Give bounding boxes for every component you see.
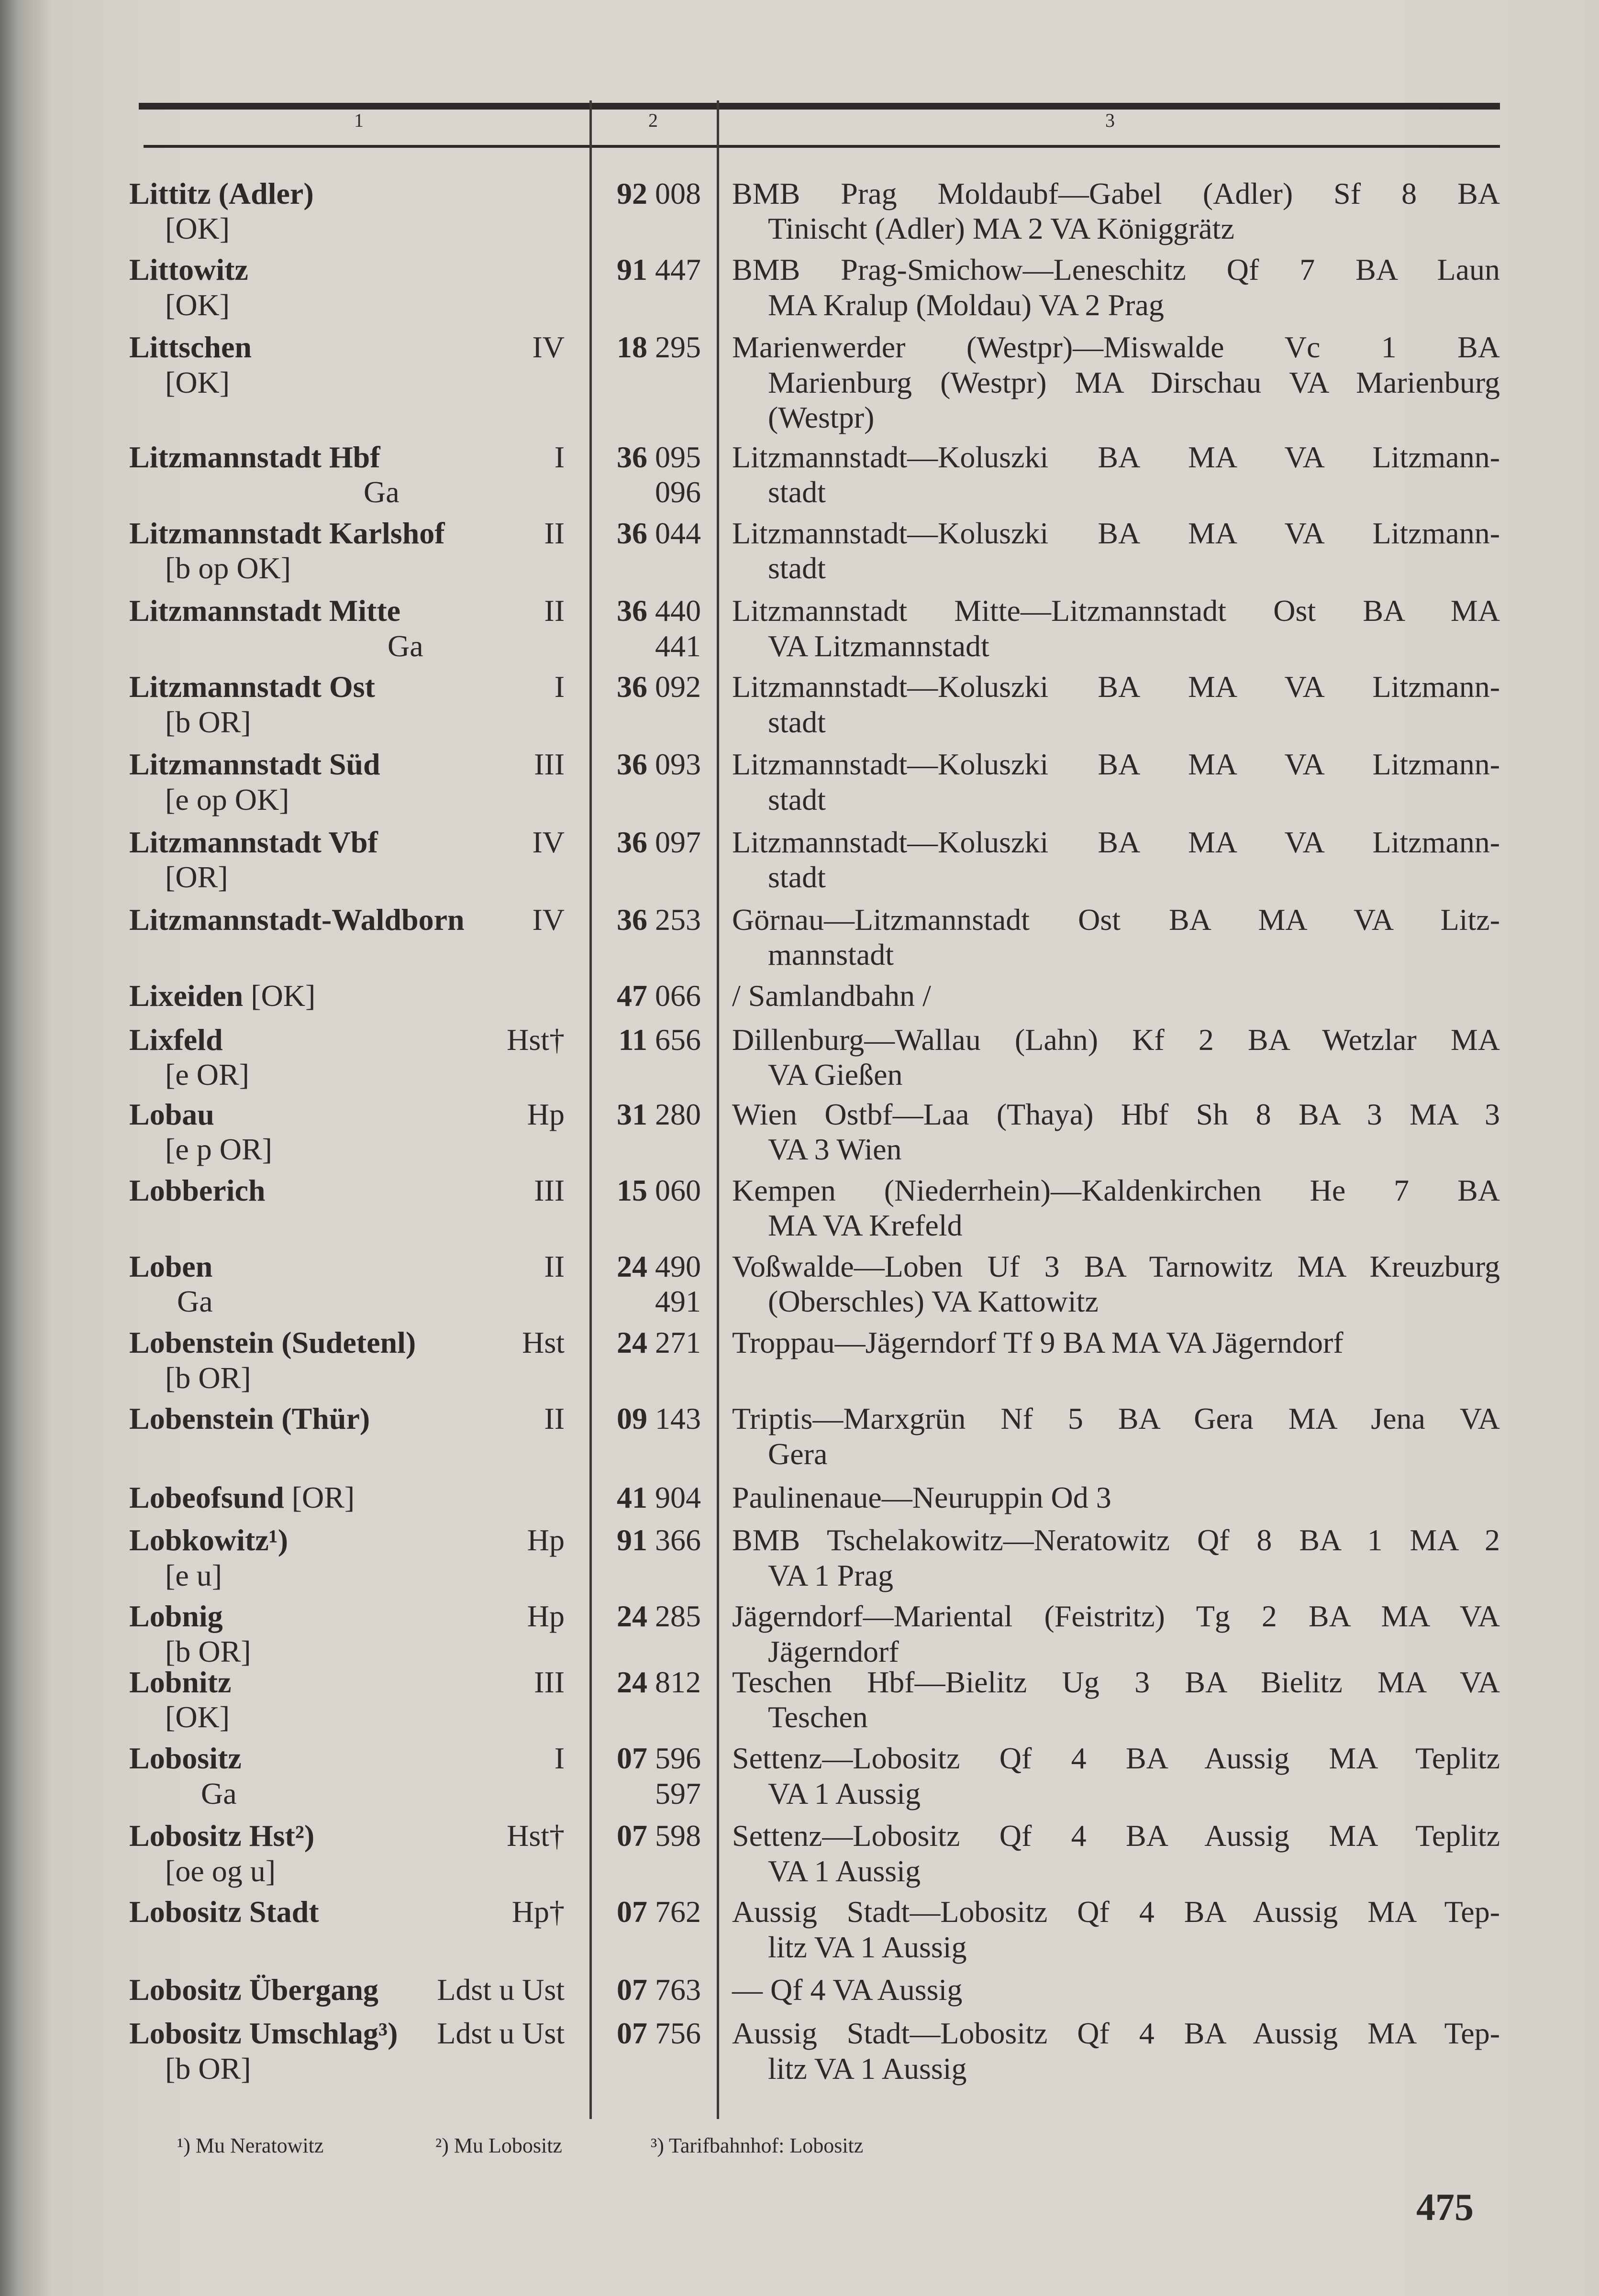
number-suffix: 295 bbox=[655, 330, 701, 364]
route-description-line: — Qf 4 VA Aussig bbox=[732, 1972, 963, 2007]
route-description-line: Marienburg (Westpr) MA Dirschau VA Marienburg bbox=[768, 365, 1500, 399]
station-name bbox=[129, 177, 314, 211]
header-rule bbox=[144, 145, 1500, 148]
route-description-line: Troppau—Jägerndorf Tf 9 BA MA VA Jägerndorf bbox=[732, 1325, 1344, 1360]
station-number bbox=[596, 1402, 701, 1436]
route-description-line: Jägerndorf—Mariental (Feistritz) Tg 2 BA MA VA bbox=[732, 1599, 1500, 1634]
station-class: III bbox=[534, 747, 565, 782]
station-class: I bbox=[554, 1741, 565, 1776]
station-name-bold: Lobenstein (Thür) bbox=[129, 1402, 370, 1436]
station-name-bold: Lobnitz bbox=[129, 1665, 232, 1699]
number-prefix: 18 bbox=[617, 330, 647, 364]
station-name-bold: Lobositz Hst²) bbox=[129, 1819, 315, 1853]
number-suffix: 596 bbox=[655, 1741, 701, 1776]
station-class: Hp bbox=[527, 1523, 565, 1557]
station-number bbox=[596, 2016, 701, 2051]
station-name bbox=[129, 2016, 398, 2051]
station-name bbox=[129, 253, 248, 287]
route-description-line: Settenz—Lobositz Qf 4 BA Aussig MA Teplitz bbox=[732, 1819, 1500, 1853]
number-suffix: 143 bbox=[655, 1402, 701, 1436]
route-description-line: mannstadt bbox=[768, 938, 894, 972]
station-number bbox=[596, 1523, 701, 1557]
route-description-line: stadt bbox=[768, 782, 826, 817]
station-sub: [e OR] bbox=[165, 1058, 249, 1092]
station-number bbox=[596, 330, 701, 364]
station-class: Hp bbox=[527, 1097, 565, 1131]
station-name bbox=[129, 440, 380, 475]
station-number-2: 441 bbox=[655, 629, 701, 663]
number-suffix: 366 bbox=[655, 1523, 701, 1557]
station-sub: [OK] bbox=[165, 211, 230, 246]
route-description-line: BMB Tschelakowitz—Neratowitz Qf 8 BA 1 MA 2 bbox=[732, 1523, 1500, 1557]
station-sub: [e u] bbox=[165, 1558, 222, 1592]
number-suffix: 066 bbox=[655, 978, 701, 1013]
station-name-bold: Loben bbox=[129, 1249, 213, 1283]
route-description-line: Gera bbox=[768, 1436, 828, 1471]
station-name bbox=[129, 1249, 212, 1284]
station-name bbox=[129, 903, 465, 937]
number-prefix: 24 bbox=[617, 1325, 647, 1360]
station-sub: Ga bbox=[201, 1776, 237, 1810]
station-name bbox=[129, 1325, 416, 1360]
route-description-line: MA VA Krefeld bbox=[768, 1208, 963, 1243]
route-description-line: stadt bbox=[768, 551, 826, 585]
station-class: Ldst u Ust bbox=[437, 1972, 565, 2007]
station-name-bold: Lobositz Umschlag³) bbox=[129, 2016, 398, 2051]
number-prefix: 36 bbox=[617, 594, 647, 628]
number-prefix: 07 bbox=[617, 2016, 647, 2051]
station-name-bold: Lixfeld bbox=[129, 1022, 223, 1057]
number-suffix: 447 bbox=[655, 253, 701, 287]
number-suffix: 008 bbox=[655, 176, 701, 210]
number-prefix: 36 bbox=[617, 902, 647, 937]
station-name bbox=[129, 1023, 223, 1057]
top-rule bbox=[139, 103, 1500, 110]
station-sub: [OR] bbox=[165, 860, 228, 894]
station-sub: [OK] bbox=[165, 365, 230, 399]
station-sub: [oe og u] bbox=[165, 1854, 276, 1888]
number-suffix: 490 bbox=[655, 1249, 701, 1283]
number-prefix: 31 bbox=[617, 1097, 647, 1131]
station-class: Ldst u Ust bbox=[437, 2016, 565, 2051]
station-name bbox=[129, 1173, 265, 1208]
number-suffix: 253 bbox=[655, 902, 701, 937]
station-name-bold: Litzmannstadt Ost bbox=[129, 670, 375, 704]
number-prefix: 36 bbox=[617, 825, 647, 859]
route-description-line: Litzmannstadt—Koluszki BA MA VA Litzmann- bbox=[732, 440, 1500, 474]
column-header-1: 1 bbox=[354, 110, 364, 131]
route-description-line: Dillenburg—Wallau (Lahn) Kf 2 BA Wetzlar MA bbox=[732, 1022, 1500, 1057]
station-sub: [b OR] bbox=[165, 2051, 251, 2086]
number-prefix: 41 bbox=[617, 1480, 647, 1515]
station-name bbox=[129, 1895, 319, 1929]
station-name bbox=[129, 1973, 378, 2007]
station-sub: [b op OK] bbox=[165, 551, 291, 585]
station-name-bold: Lobau bbox=[129, 1097, 214, 1131]
station-class: IV bbox=[532, 330, 565, 364]
station-name bbox=[129, 747, 380, 782]
station-class: II bbox=[544, 516, 565, 550]
route-description-line: Aussig Stadt—Lobositz Qf 4 BA Aussig MA Tep- bbox=[732, 2016, 1500, 2051]
route-description-line: Görnau—Litzmannstadt Ost BA MA VA Litz- bbox=[732, 902, 1500, 937]
number-suffix: 093 bbox=[655, 747, 701, 782]
station-name-bold: Litzmannstadt-Waldborn bbox=[129, 902, 465, 937]
number-suffix: 280 bbox=[655, 1097, 701, 1131]
station-class: I bbox=[554, 670, 565, 704]
column-divider bbox=[717, 100, 719, 2119]
number-prefix: 24 bbox=[617, 1249, 647, 1283]
station-name-bold: Litzmannstadt Hbf bbox=[129, 440, 380, 474]
station-sub: Ga bbox=[364, 475, 400, 509]
number-prefix: 36 bbox=[617, 516, 647, 550]
station-name-bold: Litzmannstadt Mitte bbox=[129, 594, 401, 628]
station-number bbox=[596, 670, 701, 704]
station-number-2: 096 bbox=[655, 475, 701, 509]
station-name-bold: Littitz (Adler) bbox=[129, 176, 314, 210]
number-prefix: 24 bbox=[617, 1665, 647, 1699]
number-suffix: 812 bbox=[655, 1665, 701, 1699]
station-class: Hst bbox=[522, 1325, 565, 1360]
number-suffix: 656 bbox=[655, 1022, 701, 1057]
station-sub: [OK] bbox=[165, 287, 230, 322]
station-name bbox=[129, 1665, 231, 1700]
station-class: III bbox=[534, 1173, 565, 1207]
route-description-line: MA Kralup (Moldau) VA 2 Prag bbox=[768, 287, 1164, 322]
station-name-bold: Lobberich bbox=[129, 1173, 266, 1207]
station-number bbox=[596, 1973, 701, 2007]
station-sub: [e op OK] bbox=[165, 782, 289, 817]
footnote: ¹) Mu Neratowitz bbox=[177, 2134, 324, 2157]
route-description-line: Litzmannstadt—Koluszki BA MA VA Litzmann- bbox=[732, 825, 1500, 859]
route-description-line: Marienwerder (Westpr)—Miswalde Vc 1 BA bbox=[732, 330, 1500, 364]
station-number bbox=[596, 1895, 701, 1929]
number-suffix: 756 bbox=[655, 2016, 701, 2051]
station-number bbox=[596, 440, 701, 475]
number-suffix: 095 bbox=[655, 440, 701, 474]
number-suffix: 763 bbox=[655, 1972, 701, 2007]
number-prefix: 92 bbox=[617, 176, 647, 210]
route-description-line: Kempen (Niederrhein)—Kaldenkirchen He 7 BA bbox=[732, 1173, 1500, 1207]
station-name bbox=[129, 594, 400, 628]
station-name bbox=[129, 1402, 370, 1436]
station-sub: Ga bbox=[388, 629, 423, 663]
station-number bbox=[596, 177, 701, 211]
station-name-bold: Lobeofsund bbox=[129, 1480, 284, 1515]
station-number bbox=[596, 825, 701, 860]
station-name bbox=[129, 516, 445, 551]
station-name-suffix: [OR] bbox=[284, 1480, 355, 1515]
station-number bbox=[596, 516, 701, 551]
route-description-line: VA 1 Aussig bbox=[768, 1776, 921, 1810]
station-name bbox=[129, 979, 315, 1013]
station-class: Hst† bbox=[507, 1819, 565, 1853]
number-suffix: 762 bbox=[655, 1895, 701, 1929]
station-name bbox=[129, 670, 375, 704]
station-number bbox=[596, 1023, 701, 1057]
number-prefix: 91 bbox=[617, 253, 647, 287]
station-name-bold: Litzmannstadt Süd bbox=[129, 747, 380, 782]
station-number bbox=[596, 594, 701, 628]
route-description-line: Teschen Hbf—Bielitz Ug 3 BA Bielitz MA VA bbox=[732, 1665, 1500, 1699]
station-name-bold: Lobositz Stadt bbox=[129, 1895, 319, 1929]
station-number bbox=[596, 1249, 701, 1284]
station-name bbox=[129, 1097, 214, 1132]
station-name bbox=[129, 330, 252, 364]
station-name-bold: Lobenstein (Sudetenl) bbox=[129, 1325, 416, 1360]
number-suffix: 092 bbox=[655, 670, 701, 704]
station-name-bold: Litzmannstadt Vbf bbox=[129, 825, 378, 859]
station-number bbox=[596, 1665, 701, 1700]
station-number bbox=[596, 903, 701, 937]
number-prefix: 36 bbox=[617, 747, 647, 782]
number-suffix: 598 bbox=[655, 1819, 701, 1853]
station-class: II bbox=[544, 594, 565, 628]
route-description-line: Paulinenaue—Neuruppin Od 3 bbox=[732, 1480, 1111, 1515]
route-description-line: stadt bbox=[768, 475, 826, 509]
number-prefix: 07 bbox=[617, 1741, 647, 1776]
station-number bbox=[596, 1819, 701, 1853]
station-number bbox=[596, 1325, 701, 1360]
station-sub: [b OR] bbox=[165, 1360, 251, 1395]
number-prefix: 07 bbox=[617, 1895, 647, 1929]
station-number bbox=[596, 1741, 701, 1776]
number-prefix: 91 bbox=[617, 1523, 647, 1557]
number-prefix: 24 bbox=[617, 1599, 647, 1634]
number-suffix: 060 bbox=[655, 1173, 701, 1207]
station-number bbox=[596, 1173, 701, 1208]
route-description-line: BMB Prag-Smichow—Leneschitz Qf 7 BA Laun bbox=[732, 253, 1500, 287]
number-prefix: 09 bbox=[617, 1402, 647, 1436]
station-class: Hp bbox=[527, 1599, 565, 1634]
number-suffix: 097 bbox=[655, 825, 701, 859]
station-name-bold: Lobkowitz¹) bbox=[129, 1523, 289, 1557]
route-description-line: Litzmannstadt—Koluszki BA MA VA Litzmann- bbox=[732, 670, 1500, 704]
route-description-line: VA 3 Wien bbox=[768, 1132, 902, 1167]
number-prefix: 07 bbox=[617, 1972, 647, 2007]
station-class: IV bbox=[532, 902, 565, 937]
station-number-2: 491 bbox=[655, 1284, 701, 1319]
station-class: II bbox=[544, 1249, 565, 1283]
station-class: III bbox=[534, 1665, 565, 1699]
station-number bbox=[596, 747, 701, 782]
station-name bbox=[129, 1480, 355, 1515]
station-sub: [b OR] bbox=[165, 1634, 251, 1668]
number-suffix: 904 bbox=[655, 1480, 701, 1515]
station-number bbox=[596, 1097, 701, 1132]
station-sub: Ga bbox=[177, 1284, 213, 1319]
station-class: IV bbox=[532, 825, 565, 859]
station-sub: [OK] bbox=[165, 1700, 230, 1734]
column-divider bbox=[589, 100, 592, 2119]
route-description-line: / Samlandbahn / bbox=[732, 978, 931, 1013]
station-number bbox=[596, 1599, 701, 1634]
station-name-bold: Lobnig bbox=[129, 1599, 223, 1634]
number-prefix: 15 bbox=[617, 1173, 647, 1207]
number-prefix: 36 bbox=[617, 440, 647, 474]
route-description-line: (Westpr) bbox=[768, 400, 875, 435]
route-description-line: VA 1 Prag bbox=[768, 1558, 893, 1592]
route-description-line: Litzmannstadt Mitte—Litzmannstadt Ost BA MA bbox=[732, 594, 1500, 628]
station-number bbox=[596, 253, 701, 287]
number-suffix: 440 bbox=[655, 594, 701, 628]
route-description-line: stadt bbox=[768, 705, 826, 739]
number-prefix: 07 bbox=[617, 1819, 647, 1853]
route-description-line: Settenz—Lobositz Qf 4 BA Aussig MA Teplitz bbox=[732, 1741, 1500, 1776]
station-name-bold: Littschen bbox=[129, 330, 252, 364]
route-description-line: litz VA 1 Aussig bbox=[768, 2051, 967, 2086]
number-suffix: 044 bbox=[655, 516, 701, 550]
station-sub: [b OR] bbox=[165, 705, 251, 739]
station-number bbox=[596, 979, 701, 1013]
station-sub: [e p OR] bbox=[165, 1132, 272, 1167]
route-description-line: litz VA 1 Aussig bbox=[768, 1930, 967, 1964]
station-name-bold: Lobositz Übergang bbox=[129, 1972, 378, 2007]
route-description-line: Voßwalde—Loben Uf 3 BA Tarnowitz MA Kreuzburg bbox=[732, 1249, 1500, 1283]
number-suffix: 271 bbox=[655, 1325, 701, 1360]
station-class: Hst† bbox=[507, 1022, 565, 1057]
station-class: Hp† bbox=[511, 1895, 565, 1929]
station-number-2: 597 bbox=[655, 1776, 701, 1810]
station-class: I bbox=[554, 440, 565, 474]
station-name-bold: Lixeiden bbox=[129, 978, 244, 1013]
number-suffix: 285 bbox=[655, 1599, 701, 1634]
number-prefix: 11 bbox=[618, 1022, 647, 1057]
route-description-line: Tinischt (Adler) MA 2 VA Königgrätz bbox=[768, 211, 1234, 246]
route-description-line: VA Litzmannstadt bbox=[768, 629, 989, 663]
column-header-3: 3 bbox=[1105, 110, 1115, 131]
station-name bbox=[129, 1523, 288, 1557]
station-name-suffix: [OK] bbox=[243, 978, 316, 1013]
number-prefix: 36 bbox=[617, 670, 647, 704]
route-description-line: stadt bbox=[768, 860, 826, 894]
footnote: ²) Mu Lobositz bbox=[435, 2134, 562, 2157]
station-name bbox=[129, 1819, 314, 1853]
route-description-line: Litzmannstadt—Koluszki BA MA VA Litzmann- bbox=[732, 516, 1500, 550]
route-description-line: Litzmannstadt—Koluszki BA MA VA Litzmann- bbox=[732, 747, 1500, 782]
station-name bbox=[129, 825, 378, 860]
route-description-line: VA 1 Aussig bbox=[768, 1854, 921, 1888]
route-description-line: Triptis—Marxgrün Nf 5 BA Gera MA Jena VA bbox=[732, 1402, 1500, 1436]
column-header-2: 2 bbox=[648, 110, 658, 131]
route-description-line: Aussig Stadt—Lobositz Qf 4 BA Aussig MA Tep- bbox=[732, 1895, 1500, 1929]
route-description-line: Jägerndorf bbox=[768, 1634, 899, 1668]
route-description-line: VA Gießen bbox=[768, 1058, 903, 1092]
station-number bbox=[596, 1480, 701, 1515]
page-number: 475 bbox=[1416, 2186, 1474, 2229]
route-description-line: (Oberschles) VA Kattowitz bbox=[768, 1284, 1099, 1319]
route-description-line: Wien Ostbf—Laa (Thaya) Hbf Sh 8 BA 3 MA 3 bbox=[732, 1097, 1500, 1131]
station-class: II bbox=[544, 1402, 565, 1436]
route-description-line: BMB Prag Moldaubf—Gabel (Adler) Sf 8 BA bbox=[732, 176, 1500, 210]
route-description-line: Teschen bbox=[768, 1700, 868, 1734]
number-prefix: 47 bbox=[617, 978, 647, 1013]
station-name bbox=[129, 1741, 242, 1776]
station-name-bold: Litzmannstadt Karlshof bbox=[129, 516, 445, 550]
station-name-bold: Littowitz bbox=[129, 253, 248, 287]
footnote: ³) Tarifbahnhof: Lobositz bbox=[651, 2134, 864, 2157]
station-name-bold: Lobositz bbox=[129, 1741, 242, 1776]
station-name bbox=[129, 1599, 223, 1634]
